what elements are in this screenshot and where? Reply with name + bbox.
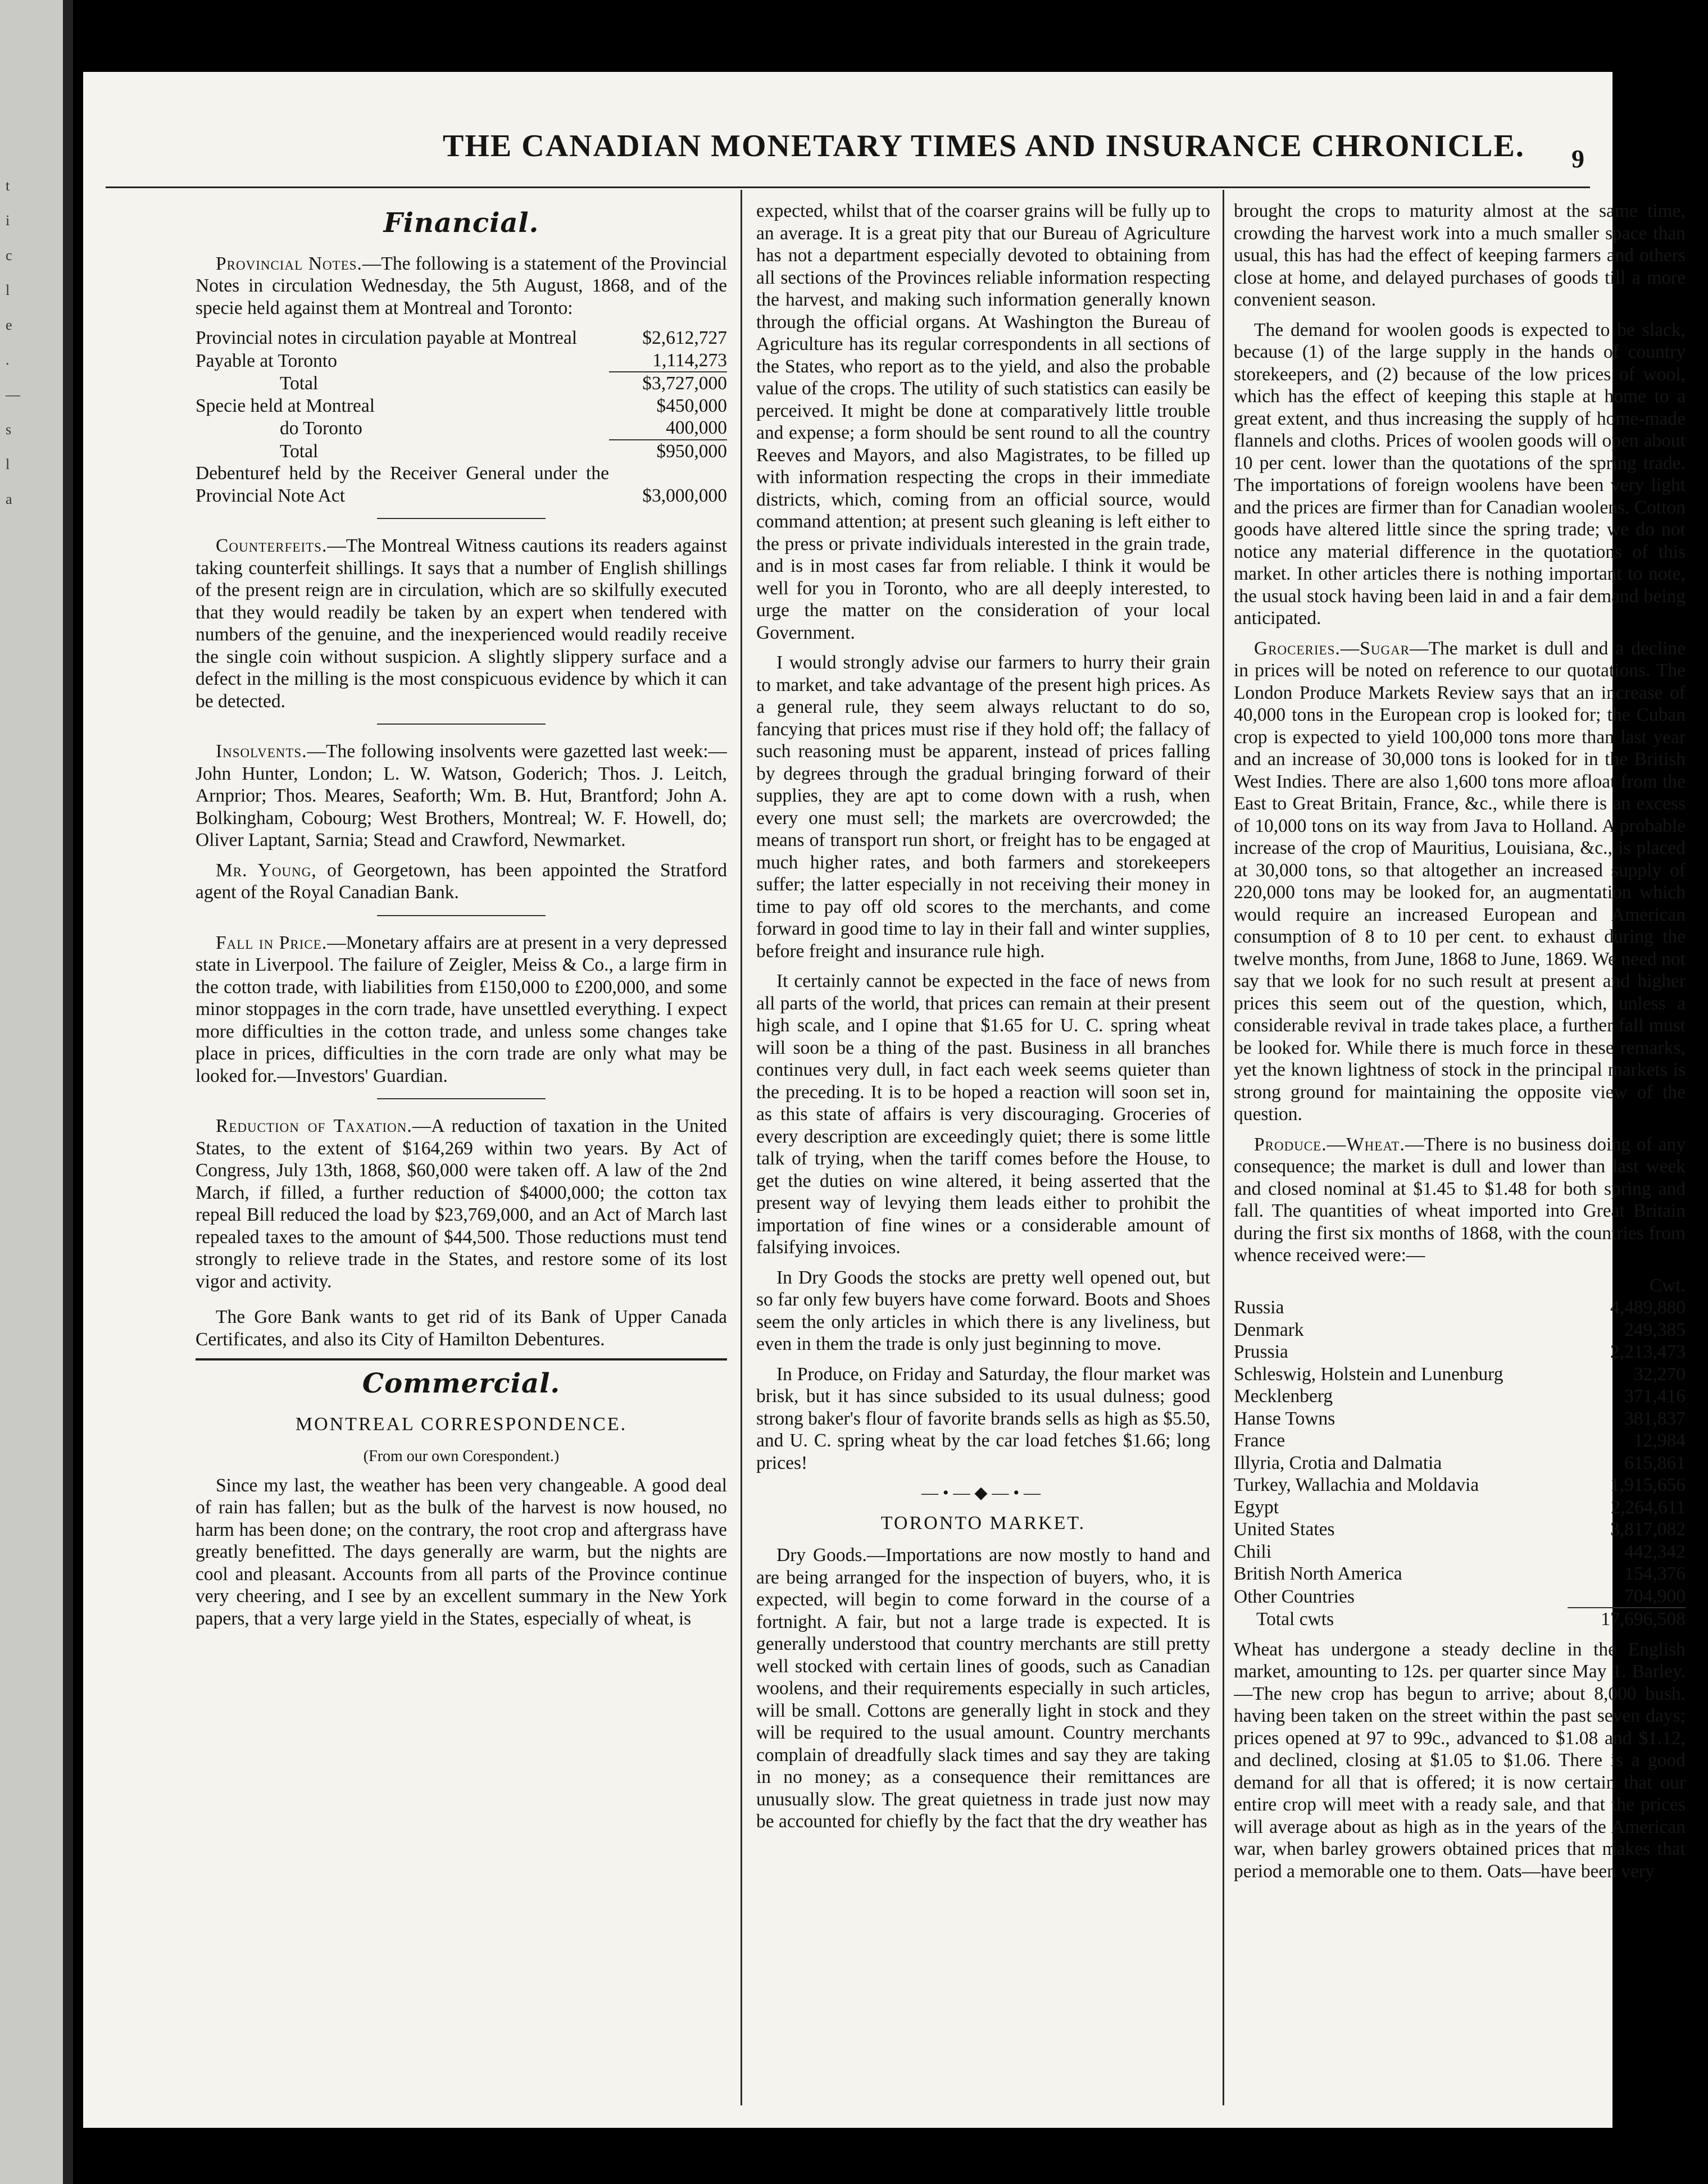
wheat-table-cwt: 3,817,082: [1610, 1519, 1686, 1540]
column-rule-1: [741, 190, 742, 2105]
wheat-table-country: Illyria, Crotia and Dalmatia: [1234, 1452, 1442, 1473]
notes-table-value: $450,000: [656, 395, 727, 416]
groceries-lead: Groceries.—Sugar: [1254, 638, 1410, 659]
notes-table-label: Total: [280, 373, 319, 394]
wheat-table-row: [1234, 1296, 1686, 1319]
commercial-heading: Commercial.: [362, 1368, 561, 1399]
counterfeits-text: —The Montreal Witness cautions its readers against taking counterfeit shillings. It says that a number of English shillings of the present reign are in circulation, which are so skilfully executed that they would readily be taken by an expert when tendered with numbers of the genuine, and the inexperienced would readily receive the single coin without suspicion. A slightly slippery surface and a defect in the milling is the most conspicuous evidence by which it can be detected.: [196, 535, 727, 712]
wheat-table-row: [1234, 1408, 1686, 1430]
page-gutter: [63, 0, 73, 2184]
wheat-table-cwt: 381,837: [1624, 1408, 1686, 1429]
divider: [377, 724, 546, 725]
notes-table-value: $3,000,000: [642, 485, 727, 506]
wheat-table-row: [1234, 1563, 1686, 1585]
montreal-correspondence-byline: (From our own Corespondent.): [363, 1448, 560, 1465]
montreal-correspondence-text: Since my last, the weather has been very changeable. A good deal of rain has fallen; but as the bulk of the harvest is now housed, no harm has been done; on the contrary, the root crop and aftergrass have greatly benefitted. The days generally are warm, but the nights are cool and pleasant. Accounts from all parts of the Province continue very cheering, and I see by an excellent summary in the New York papers, that a very large yield in the States, especially of wheat, is: [196, 1475, 727, 1629]
wheat-table-row: [1234, 1430, 1686, 1452]
wheat-table-country: United States: [1234, 1519, 1335, 1540]
ornament-divider: —•—◆—•—: [921, 1484, 1046, 1502]
montreal-paragraph-5: In Produce, on Friday and Saturday, the flour market was brisk, but it has since subsided to its usual dulness; good strong baker's flour of favorite brands sells as high as $5.50, and U. C. spring wheat by the car load fetches $1.66; long prices!: [756, 1363, 1210, 1473]
wheat-table-row: [1234, 1496, 1686, 1519]
divider: [377, 915, 546, 916]
wheat-table-row: [1234, 1541, 1686, 1563]
column-2: [756, 200, 1210, 2105]
notes-table-value: 1,114,273: [652, 349, 727, 371]
notes-table-row: [196, 349, 727, 372]
financial-heading: Financial.: [383, 207, 539, 239]
section-rule: [196, 1358, 727, 1361]
masthead-title: THE CANADIAN MONETARY TIMES AND INSURANCE CHRONICLE.: [443, 129, 1525, 163]
wheat-table-country: Other Countries: [1234, 1586, 1355, 1607]
notes-table-label: Provincial notes in circulation payable at Montreal: [196, 327, 578, 348]
provincial-notes-table: [196, 327, 727, 507]
notes-table-row: [196, 440, 727, 463]
previous-page-edge: [0, 0, 73, 2184]
montreal-paragraph-4: In Dry Goods the stocks are pretty well opened out, but so far only few buyers have come forward. Boots and Shoes seem the only articles in which there is any liveliness, but even in them the trade is only just beginning to move.: [756, 1267, 1210, 1354]
divider: [377, 518, 546, 519]
column-3: [1234, 200, 1686, 2105]
groceries-text: —The market is dull and a decline in prices will be noted on reference to our quotations. The London Produce Markets Review says that an increase of 40,000 tons in the European crop is looked for; the Cuban crop is expected to yield 100,000 tons more than last year and an increase of 30,000 tons is looked for in the British West Indies. There are also 1,600 tons more afloat from the East to Great Britain, France, &c., while there is an excess of 10,000 tons on its way from Java to Holland. A probable increase of the crop of Mauritius, Louisiana, &c., is placed at 30,000 tons, so that altogether an increased supply of 220,000 tons may be looked for, an augmentation which would require an increased European and American consumption of 8 to 10 per cent. to exhaust during the twelve months, from June, 1868 to June, 1869. We need not say that we look for no such result at present and higher prices this seem out of the question, which, unless a considerable revival in trade takes place, a further fall must be looked for. While there is much force in these remarks, yet the known lightness of stock in the principal markets is strong ground for maintaining the opposite view of the question.: [1234, 638, 1686, 1125]
total-value: 17,696,508: [1568, 1608, 1686, 1631]
notes-table-value: $950,000: [609, 440, 727, 463]
wheat-table-country: Denmark: [1234, 1319, 1304, 1340]
wheat-table-cwt: 2,264,611: [1611, 1496, 1686, 1518]
column-rule-2: [1223, 190, 1224, 2105]
provincial-notes-text: —The following is a statement of the Provincial Notes in circulation Wednesday, the 5th August, 1868, and of the specie held against them at Montreal and Toronto:: [196, 253, 727, 319]
notes-table-row: [196, 462, 727, 507]
wheat-table-cwt: 32,270: [1633, 1363, 1686, 1385]
wheat-table-country: Schleswig, Holstein and Lunenburg: [1234, 1363, 1503, 1385]
toronto-market-text: Dry Goods.—Importations are now mostly to hand and are being arranged for the inspection of buyers, who, it is expected, will begin to come forward in the course of a fortnight. A fair, but not a large trade is expected. It is generally understood that country merchants are still pretty well stocked with certain lines of goods, such as Canadian woolens, and their requirements especially in such articles, will be small. Cottons are generally light in stock and they will be required to the usual amount. Country merchants complain of dreadfully slack times and say they are taking in no money; as a consequence their remittances are unusually slow. The great quietness in trade just now may be accounted for chiefly by the fact that the dry weather has: [756, 1545, 1210, 1832]
wheat-table-cwt: 704,900: [1624, 1585, 1686, 1607]
wheat-table-cwt: 249,385: [1624, 1319, 1686, 1340]
notes-table-label: do Toronto: [280, 418, 362, 439]
notes-table-row: [196, 372, 727, 395]
wheat-table-country: Prussia: [1234, 1341, 1288, 1362]
reduction-lead: Reduction of Taxation.: [216, 1116, 412, 1136]
wheat-barley-paragraph: Wheat has undergone a steady decline in the English market, amounting to 12s. per quarter since May 1. Barley.—The new crop has begun to arrive; about 8,000 bush. having been taken on the street within the past seven days; prices opened at 97 to 99c., advanced to $1.08 and $1.12, and declined, closing at $1.05 to $1.06. There is a good demand for all that is offered; it is now certain that our entire crop will meet with a ready sale, and that the prices will average about as high as in the years of the American war, when barley growers obtained prices that makes that period a memorable one to them. Oats—have been very: [1234, 1639, 1686, 1882]
wheat-table-cwt: 1,915,656: [1610, 1475, 1686, 1495]
fall-in-price-text: —Monetary affairs are at present in a very depressed state in Liverpool. The failure of Zeigler, Meiss & Co., a large firm in the cotton trade, with liabilities from £150,000 to £200,000, and some minor stoppages in the corn trade, have unsettled everything. I expect more difficulties in the cotton trade, and unless some changes take place in prices, difficulties in the corn trade are only what may be looked for.—Investors' Guardian.: [196, 932, 727, 1086]
newspaper-page: [83, 72, 1686, 2128]
wheat-import-table: [1234, 1275, 1686, 1631]
column-1: [196, 200, 727, 2105]
notes-table-row: [196, 417, 727, 440]
wheat-table-country: British North America: [1234, 1563, 1402, 1584]
reduction-text: —A reduction of taxation in the United States, to the extent of $164,269 within two years. By Act of Congress, July 13th, 1868, $60,000 were taken off. A law of the 2nd March, if filled, a further reduction of $4000,000; the cotton tax repeal Bill reduced the load by $23,769,000, and an Act of March last repealed taxes to the amount of $44,500. Those reductions must tend strongly to relieve trade in the States, and restore some of its lost vigor and activity.: [196, 1116, 727, 1292]
young-article: [196, 859, 727, 904]
montreal-paragraph-3: It certainly cannot be expected in the face of news from all parts of the world, that prices can remain at their present high scale, and I opine that $1.65 for U. C. spring wheat will soon be a thing of the past. Business in all branches continues very dull, in fact each week seems quieter than the preceding. It is to be hoped a reaction will soon set in, as this state of affairs is very discouraging. Groceries of every description are exceedingly quiet; there is some little talk of trying, when the tariff comes before the House, to get the duties on wine altered, it being asserted that the present way of levying them leads either to prohibit the importation of fine wines or a considerable amount of falsifying invoices.: [756, 971, 1210, 1258]
insolvents-text: —The following insolvents were gazetted last week:—John Hunter, London; L. W. Watson, Goderich; Thos. J. Leitch, Arnprior; Thos. Meares, Seaforth; Wm. B. Hut, Brantford; John A. Bolkingham, Cobourg; West Brothers, Montreal; W. F. Howell, do; Oliver Laptant, Sarnia; Stead and Crawford, Newmarket.: [196, 741, 727, 850]
young-lead: Mr. Young,: [216, 859, 317, 881]
insolvents-article: [196, 740, 727, 852]
toronto-market-heading: TORONTO MARKET.: [880, 1512, 1086, 1534]
notes-table-label: Debenturef held by the Receiver General under the Provincial Note Act: [196, 463, 609, 506]
groceries-article: [1234, 638, 1686, 1126]
wheat-table-row: [1234, 1385, 1686, 1408]
wheat-table-country: Turkey, Wallachia and Moldavia: [1234, 1475, 1479, 1495]
wheat-table-row: [1234, 1341, 1686, 1363]
wheat-table-row: [1234, 1452, 1686, 1475]
wheat-table-row: [1234, 1585, 1686, 1608]
wheat-table-country: Egypt: [1234, 1496, 1279, 1518]
wheat-table-cwt: 371,416: [1624, 1386, 1686, 1407]
montreal-paragraph-1: expected, whilst that of the coarser grains will be fully up to an average. It is a great pity that our Bureau of Agriculture has not a department especially devoted to obtaining from all sections of the Provinces reliable information respecting the harvest, and making such information generally known through the official organs. At Washington the Bureau of Agriculture has its regular correspondents in all sections of the States, who report as to the yield, and also the probable value of the crops. The utility of such statistics can easily be perceived. It might be done at comparatively little trouble and expense; a form should be sent round to all the country Reeves and Mayors, and also Magistrates, to be filled up with information respecting the crops in their immediate districts, which, coming from an official source, would command attention; at present such gleaning is left either to the press or private individuals interested in the grain trade, and is in most cases far from reliable. I think it would be well for you in Toronto, who are all deeply interested, to urge the matter on the consideration of your local Government.: [756, 201, 1210, 643]
fall-in-price-lead: Fall in Price.: [216, 932, 328, 953]
wheat-table-row: [1234, 1518, 1686, 1541]
counterfeits-article: [196, 535, 727, 712]
page-number: 9: [1571, 144, 1584, 173]
wheat-table-cwt: 4,489,880: [1610, 1297, 1686, 1318]
wheat-table-cwt: 2,213,473: [1610, 1341, 1686, 1362]
wheat-table-country: Mecklenberg: [1234, 1386, 1333, 1407]
toronto-paragraph-1: brought the crops to maturity almost at the same time, crowding the harvest work into a much smaller space than usual, this has had the effect of keeping farmers and others close at home, and delayed purchases of goods till a more convenient season.: [1234, 201, 1686, 310]
produce-text: —There is no business doing of any consequence; the market is dull and lower than last week and closed nominal at $1.45 to $1.48 for both spring and fall. The quantities of wheat imported into Great Britain during the first six months of 1868, with the countries from whence received were:—: [1234, 1134, 1686, 1266]
wheat-table-cwt: 154,376: [1624, 1563, 1686, 1584]
divider: [377, 1098, 546, 1099]
wheat-table-row: [1234, 1319, 1686, 1341]
wheat-table-cwt: 12,984: [1633, 1430, 1686, 1451]
notes-table-label: Total: [280, 440, 319, 462]
wheat-table-row: [1234, 1474, 1686, 1496]
notes-table-row: [196, 395, 727, 417]
unit-header: Cwt.: [1649, 1275, 1686, 1296]
notes-table-row: [196, 327, 727, 349]
young-text: of Georgetown, has been appointed the Stratford agent of the Royal Canadian Bank.: [196, 859, 727, 903]
notes-table-label: Payable at Toronto: [196, 350, 337, 371]
page-header: [83, 72, 1612, 173]
wheat-table-country: Russia: [1234, 1297, 1284, 1318]
counterfeits-lead: Counterfeits.: [216, 535, 328, 556]
header-rule: [106, 186, 1590, 188]
wheat-table-cwt: 615,861: [1624, 1452, 1686, 1473]
insolvents-lead: Insolvents.: [216, 741, 307, 762]
wheat-table-row: [1234, 1363, 1686, 1386]
wheat-table-cwt: 442,342: [1624, 1541, 1686, 1562]
wheat-table-country: Chili: [1234, 1541, 1272, 1562]
fall-in-price-article: [196, 932, 727, 1088]
notes-table-label: Specie held at Montreal: [196, 395, 375, 416]
previous-page-fragments: t i c l e . — s l a: [6, 178, 20, 507]
notes-table-value: $2,612,727: [642, 327, 727, 348]
provincial-notes-lead: Provincial Notes.: [216, 253, 362, 274]
produce-article: [1234, 1134, 1686, 1267]
provincial-notes-article: [196, 253, 727, 320]
wheat-table-country: Hanse Towns: [1234, 1408, 1335, 1429]
wheat-table-country: France: [1234, 1430, 1285, 1451]
montreal-correspondence-heading: MONTREAL CORRESPONDENCE.: [295, 1413, 628, 1435]
produce-lead: Produce.—Wheat.: [1254, 1134, 1405, 1155]
montreal-paragraph-2: I would strongly advise our farmers to hurry their grain to market, and take advantage of the present high prices. As a general rule, they seem always reluctant to do so, fancying that prices must rise if they hold off; the fallacy of such reasoning must be apparent, instead of prices falling by degrees through the gradual bringing forward of their supplies, they are apt to come down with a rush, when every one must sell; the markets are overcrowded; the means of transport run short, or freight has to be engaged at much higher rates, and both farmers and storekeepers suffer; the latter especially in not receiving their money in time to pay off old scores to the merchants, and come forward in good time to lay in their fall and winter supplies, before freight and insurance rule high.: [756, 652, 1210, 962]
notes-table-value: $3,727,000: [609, 372, 727, 395]
notes-table-value: 400,000: [666, 417, 727, 438]
reduction-article: [196, 1115, 727, 1293]
total-label: Total cwts: [1256, 1609, 1334, 1630]
toronto-paragraph-2: The demand for woolen goods is expected to be slack, because (1) of the large supply in the hands of country storekeepers, and (2) because of the low prices of wool, which has the effect of keeping this staple at home to a great extent, and thus increasing the supply of home-made flannels and cloths. Prices of woolen goods will open about 10 per cent. lower than the quotations of the spring trade. The importations of foreign woolens have been very light and the prices are firmer than for Canadian woolens. Cotton goods have altered little since the spring trade; we do not notice any material difference in the quotations of this market. In other articles there is nothing important to note, the usual stock having been laid in and a fair demand being anticipated.: [1234, 319, 1686, 629]
gore-bank-notice: The Gore Bank wants to get rid of its Bank of Upper Canada Certificates, and also its City of Hamilton Debentures.: [196, 1307, 727, 1350]
